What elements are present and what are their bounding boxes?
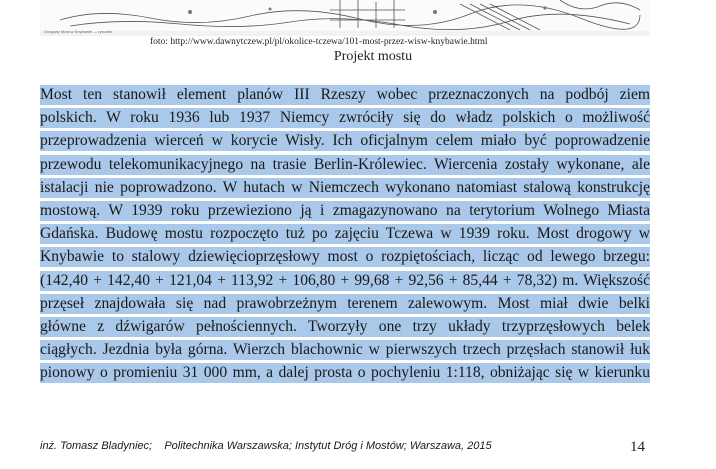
text-line: główne z dźwigarów pełnościennych. Tworzyły one trzy układy trzyprzęsłowych belek [40, 317, 650, 335]
footer-author: inż. Tomasz Bladyniec; [40, 440, 153, 452]
page-footer [40, 440, 650, 452]
text-line: przęseł znajdowała się nad prawobrzeżnym terenem zalewowym. Most miał dwie belki [40, 294, 650, 312]
bridge-sketch-drawing [40, 0, 650, 36]
section-title: Projekt mostu [333, 49, 413, 64]
text-line: pionowy o promieniu 31 000 mm, a dalej prosta o pochyleniu 1:118, obniżając się w kierunku [40, 364, 650, 382]
text-line: Most ten stanowił element planów III Rzeszy wobec przeznaczonych na podbój ziem [40, 86, 650, 103]
photo-credit: foto: http://www.dawnytczew.pl/pl/okolice-tczewa/101-most-przez-wisw-knybawie.html [150, 37, 488, 47]
text-line: mostową. W 1939 roku przewieziono ją i zmagazynowano na terytorium Wolnego Miasta [40, 201, 650, 219]
body-paragraph [40, 84, 650, 385]
text-line: Knybawie to stalowy dziewięcioprzęsłowy most o rozpiętościach, licząc od lewego brzegu: [40, 248, 650, 266]
watermark-text: Dawny [468, 406, 549, 435]
footer-institution: Politechnika Warszawska; Instytut Dróg i Mostów; Warszawa, 2015 [164, 440, 492, 452]
page-number: 14 [630, 439, 645, 455]
bridge-sketch-image [40, 0, 650, 36]
text-line: przeprowadzenia wierceń w korycie Wisły. Ich oficjalnym celem miało być poprowadzenie [40, 132, 650, 150]
sketch-caption: Drogowy Most w Knybawie — rysunek [44, 29, 113, 34]
text-line: polskich. W roku 1936 lub 1937 Niemcy zwróciły się do władz polskich o możliwość [40, 109, 650, 127]
text-line: istalacji nie poprowadzono. W hutach w Niemczech wykonano natomiast stalową konstrukcję [40, 178, 650, 196]
text-line: (142,40 + 142,40 + 121,04 + 113,92 + 106,80 + 99,68 + 92,56 + 85,44 + 78,32) m. Większość [40, 271, 650, 289]
text-line: przewodu telekomunikacyjnego na trasie Berlin-Królewiec. Wiercenia zostały wykonane, ale [40, 155, 650, 173]
text-line: ciągłych. Jezdnia była górna. Wierzch blachownic w pierwszych trzech przęsłach stanowił łuk [40, 341, 650, 359]
text-line: Gdańska. Budowę mostu rozpoczęto tuż po zajęciu Tczewa w 1939 roku. Most drogowy w [40, 225, 650, 243]
